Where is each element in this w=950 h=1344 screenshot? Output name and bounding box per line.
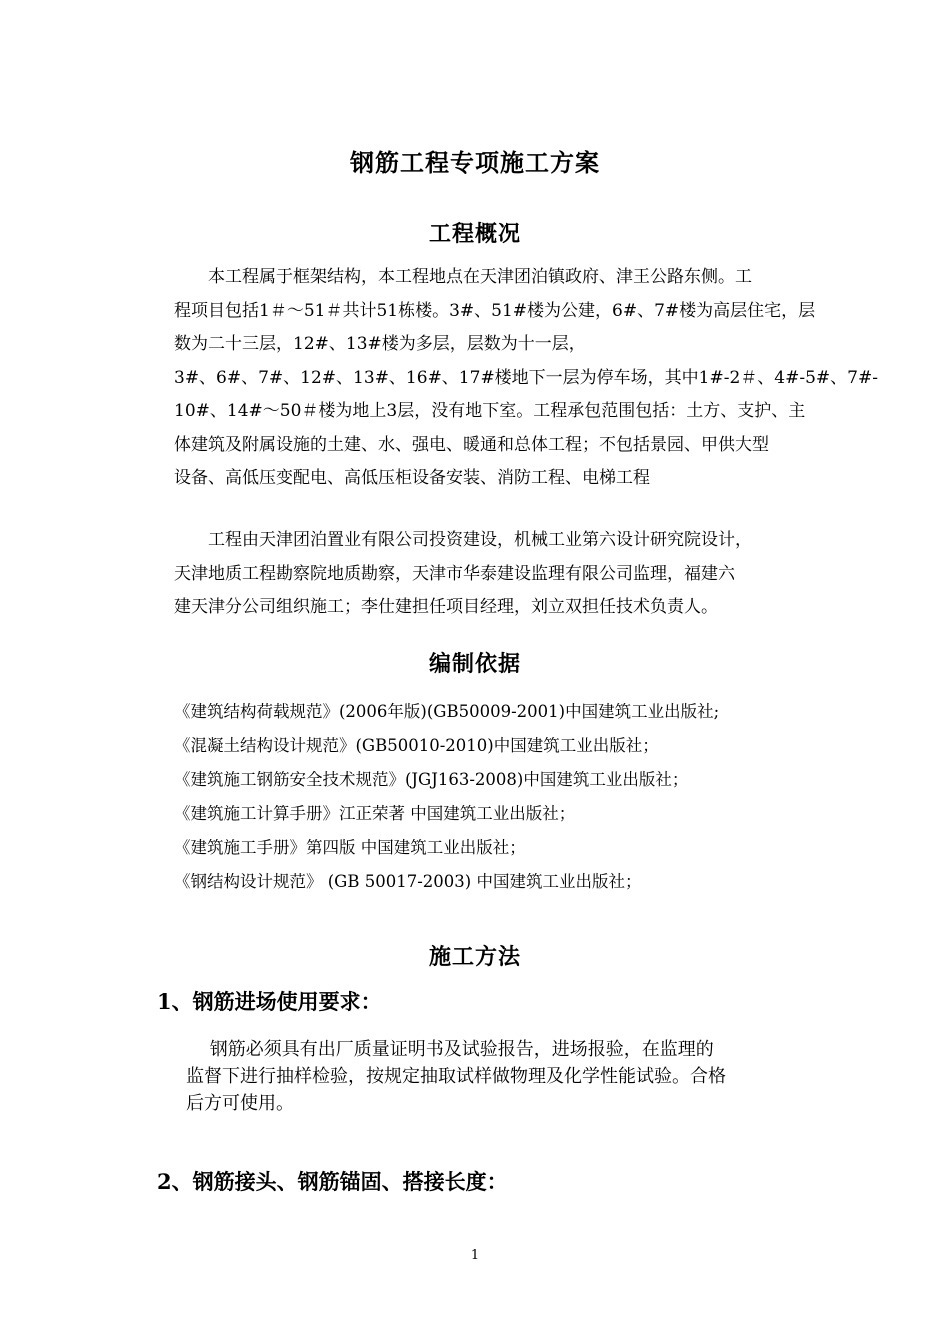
reference-item: 《建筑施工计算手册》江正荣著 中国建筑工业出版社； (174, 804, 576, 823)
page-number: 1 (470, 1248, 480, 1263)
text-line: 数为二十三层，12#、13#楼为多层，层数为十一层， (174, 334, 586, 354)
overview-paragraph-1 (174, 261, 878, 496)
reference-item: 《建筑结构荷载规范》(2006年版)(GB50009-2001)中国建筑工业出版社; (174, 702, 720, 721)
text-line: 设备、高低压变配电、高低压柜设备安装、消防工程、电梯工程 (174, 468, 650, 488)
text-line: 程项目包括1＃～51＃共计51栋楼。3#、51#楼为公建，6#、7#楼为高层住宅，层 (174, 300, 816, 321)
section-heading-method: 施工方法 (428, 944, 521, 970)
text-line: 体建筑及附属设施的土建、水、强电、暖通和总体工程；不包括景园、甲供大型 (174, 434, 769, 455)
rebar-entry-paragraph (186, 1036, 826, 1117)
section-heading-basis: 编制依据 (428, 651, 521, 677)
overview-paragraph-2 (174, 524, 814, 625)
text-line: 工程由天津团泊置业有限公司投资建设，机械工业第六设计研究院设计， (174, 530, 752, 550)
text-line: 天津地质工程勘察院地质勘察，天津市华泰建设监理有限公司监理，福建六 (174, 563, 735, 584)
text-line: 3#、6#、7#、12#、13#、16#、17#楼地下一层为停车场，其中1#-2＃、4#-5#、7#- (174, 367, 878, 388)
reference-list (174, 695, 814, 899)
reference-item: 《混凝土结构设计规范》(GB50010-2010)中国建筑工业出版社； (174, 736, 659, 755)
reference-item: 《建筑施工手册》第四版 中国建筑工业出版社； (174, 838, 526, 857)
subheading-rebar-joints: 2、钢筋接头、钢筋锚固、搭接长度： (157, 1169, 508, 1194)
text-line: 监督下进行抽样检验，按规定抽取试样做物理及化学性能试验。合格 (186, 1066, 726, 1087)
text-line: 10#、14#～50＃楼为地上3层，没有地下室。工程承包范围包括：土方、支护、主 (174, 401, 806, 421)
document-title: 钢筋工程专项施工方案 (350, 148, 600, 177)
text-line: 钢筋必须具有出厂质量证明书及试验报告，进场报验，在监理的 (186, 1039, 714, 1060)
reference-item: 《建筑施工钢筋安全技术规范》(JGJ163-2008)中国建筑工业出版社； (174, 770, 689, 789)
text-line: 后方可使用。 (186, 1093, 294, 1114)
text-line: 建天津分公司组织施工；李仕建担任项目经理，刘立双担任技术负责人。 (174, 597, 718, 617)
text-line: 本工程属于框架结构，本工程地点在天津团泊镇政府、津王公路东侧。工 (174, 267, 752, 287)
reference-item: 《钢结构设计规范》 (GB 50017-2003) 中国建筑工业出版社； (174, 872, 642, 891)
section-heading-overview: 工程概况 (428, 221, 521, 247)
subheading-rebar-entry: 1、钢筋进场使用要求： (157, 989, 382, 1014)
